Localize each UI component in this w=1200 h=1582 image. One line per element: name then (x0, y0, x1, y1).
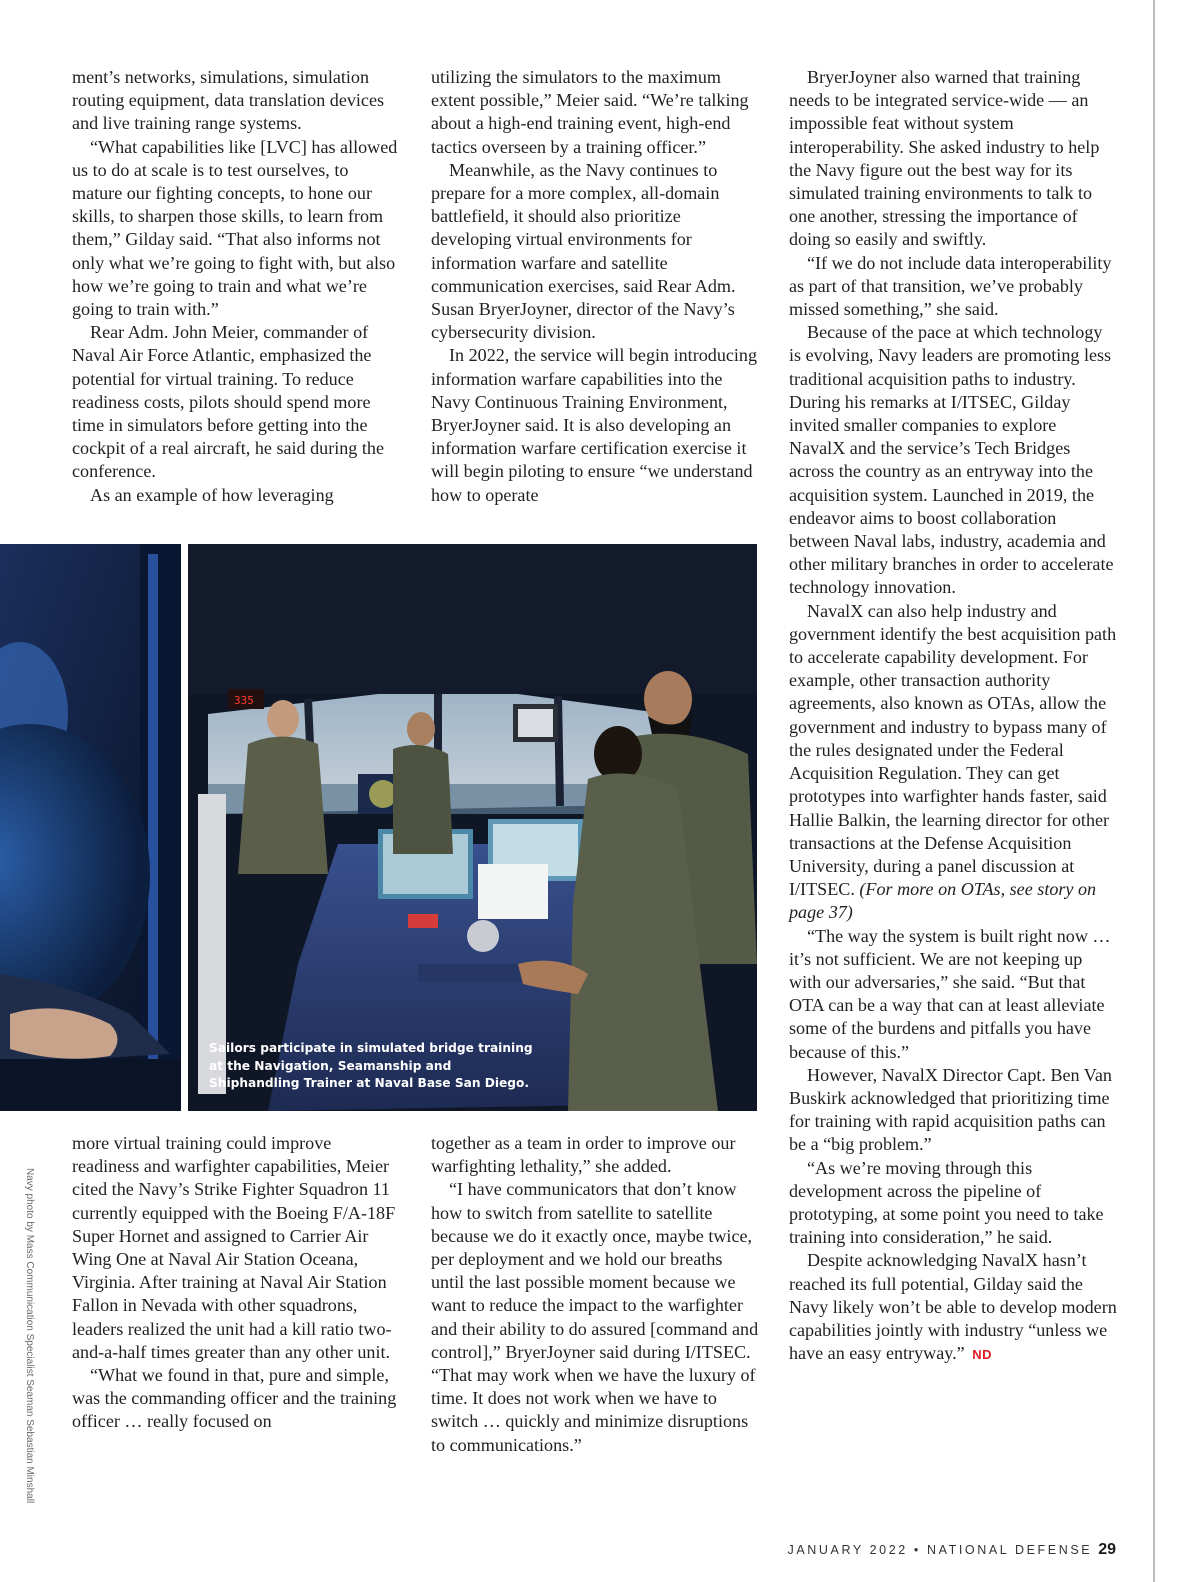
paragraph: “As we’re moving through this development across the pipeline of prototyping, at some point you need to take training into consideration,” he said. (789, 1157, 1104, 1248)
paragraph: However, NavalX Director Capt. Ben Van Buskirk acknowledged that prioritizing time for training with rapid acquisition paths can be a “big problem.” (789, 1064, 1112, 1155)
end-mark: ND (972, 1347, 992, 1363)
column-3 (789, 66, 1117, 1366)
paragraph-text: Despite acknowledging NavalX hasn’t reached its full potential, Gilday said the Navy likely won’t be able to develop modern capabilities jointly with industry “unless we have an easy entryway.” (789, 1250, 1117, 1364)
paragraph: Meanwhile, as the Navy continues to prepare for a more complex, all-domain battlefield, it should also prioritize developing virtual environments for information warfare and satellite communication exercises, said Rear Adm. Susan BryerJoyner, director of the Navy’s cybersecurity division. (431, 159, 736, 343)
page-edge-rule (1153, 0, 1155, 1582)
issue-label: JANUARY 2022 • NATIONAL DEFENSE (787, 1543, 1093, 1557)
paragraph: “What we found in that, pure and simple, was the commanding officer and the training officer … really focused on (72, 1365, 397, 1432)
ota-story-reference: (For more on OTAs, see story on page 37) (789, 879, 1097, 923)
paragraph: Rear Adm. John Meier, commander of Naval Air Force Atlantic, emphasized the potential for virtual training. To reduce readiness costs, pilots should spend more time in simulators before getting into the cockpit of a real aircraft, he said during the conference. (72, 322, 384, 482)
paragraph: utilizing the simulators to the maximum extent possible,” Meier said. “We’re talking about a high-end training event, high-end tactics overseen by a training officer.” (431, 67, 749, 157)
page-number: 29 (1098, 1541, 1116, 1558)
column-2-top (431, 66, 759, 507)
paragraph: “The way the system is built right now … it’s not sufficient. We are not keeping up with our adversaries,” she said. “But that OTA can be a way that can at least alleviate some of the burdens and pitfalls you have because of this.” (789, 925, 1111, 1062)
column-1-top (72, 66, 400, 507)
paragraph: ment’s networks, simulations, simulation routing equipment, data translation devices and live training range systems. (72, 67, 385, 134)
paragraph: more virtual training could improve readiness and warfighter capabilities, Meier cited the Navy’s Strike Fighter Squadron 11 currently equipped with the Boeing F/A-18F Super Hornet and assigned to Carrier Air Wing One at Naval Air Station Oceana, Virginia. After training at Naval Air Station Fallon in Nevada with other squadrons, leaders realized the unit had a kill ratio two-and-a-half times greater than any other unit. (72, 1133, 396, 1362)
paragraph: Because of the pace at which technology is evolving, Navy leaders are promoting less traditional acquisition paths to industry. During his remarks at I/ITSEC, Gilday invited smaller companies to explore NavalX and the service’s Tech Bridges across the country as an entryway into the acquisition system. Launched in 2019, the endeavor aims to boost collaboration between Naval labs, industry, academia and other military branches in order to accelerate technology innovation. (789, 322, 1114, 598)
column-2-bottom (431, 1132, 759, 1457)
page-footer (787, 1541, 1116, 1559)
paragraph (789, 600, 1117, 925)
photo-bridge-simulator (188, 544, 757, 1111)
paragraph: “What capabilities like [LVC] has allowed us to do at scale is to test ourselves, to mature our fighting concepts, to hone our skills, to sharpen those skills, to learn from them,” Gilday said. “That also informs not only what we’re going to fight with, but also how we’re going to train and what we’re going to train with.” (72, 136, 398, 320)
photo-caption: Sailors participate in simulated bridge training at the Navigation, Seamanship and Shiphandling Trainer at Naval Base San Diego. (209, 1041, 533, 1091)
paragraph: BryerJoyner also warned that training needs to be integrated service-wide — an impossible feat without system interoperability. She asked industry to help the Navy figure out the best way for its simulated training environments to talk to one another, stressing the importance of doing so easily and swiftly. (789, 67, 1100, 250)
photo-credit: Navy photo by Mass Communication Specialist Seaman Sebastian Minshall (24, 1168, 35, 1504)
column-1-bottom (72, 1132, 400, 1434)
paragraph: In 2022, the service will begin introducing information warfare capabilities into the Navy Continuous Training Environment, BryerJoyner said. It is also developing an information warfare certification exercise it will begin piloting to ensure “we understand how to operate (431, 345, 758, 505)
paragraph: As an example of how leveraging (90, 484, 334, 505)
paragraph (789, 1249, 1117, 1366)
paragraph-text: NavalX can also help industry and government identify the best acquisition path to accelerate capability development. For example, other transaction authority agreements, also known as OTAs, allow the government and industry to bypass many of the rules designated under the Federal Acquisition Regulation. They can get prototypes into warfighter hands faster, said Hallie Balkin, the learning director for other transactions at the Defense Acquisition University, during a panel discussion at I/ITSEC. (789, 600, 1117, 900)
paragraph: “If we do not include data interoperability as part of that transition, we’ve probably missed something,” she said. (789, 252, 1112, 320)
paragraph: “I have communicators that don’t know how to switch from satellite to satellite because we do it exactly once, maybe twice, per deployment and we hold our breaths until the last possible moment because we want to reduce the impact to the warfighter and their ability to do assured [command and control],” BryerJoyner said during I/ITSEC. “That may work when we have the luxury of time. It does not work when we have to switch … quickly and minimize disruptions to communications.” (431, 1179, 759, 1455)
paragraph: together as a team in order to improve our warfighting lethality,” she added. (431, 1133, 736, 1177)
photo-cropped-left (0, 544, 181, 1111)
svg-text:335: 335 (234, 694, 254, 707)
